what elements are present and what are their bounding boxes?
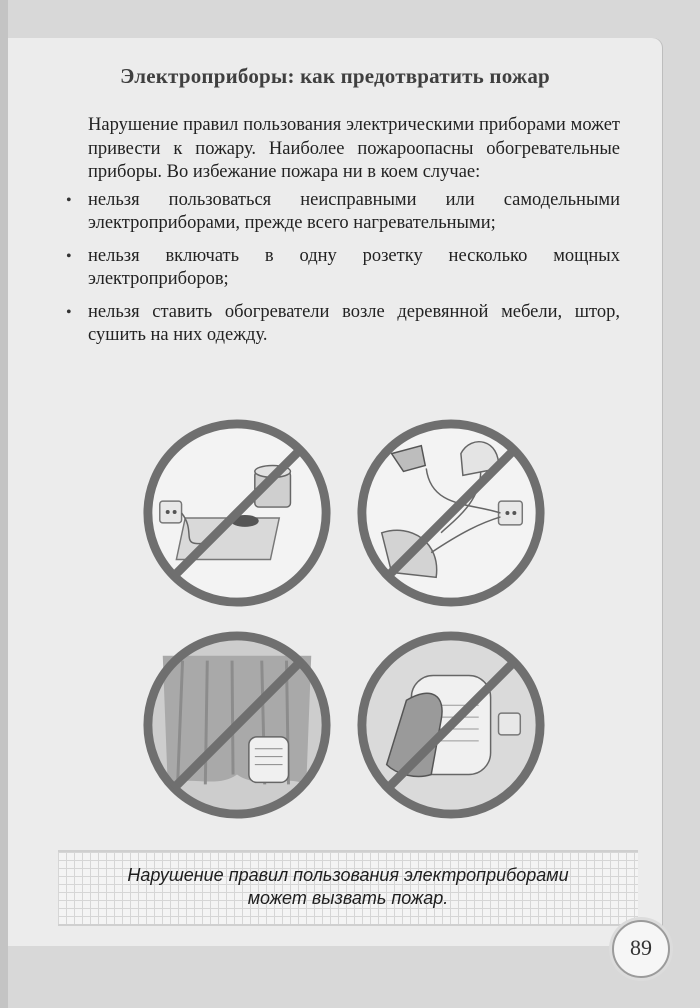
caption [58, 864, 638, 910]
list-item [66, 189, 620, 236]
list-item [66, 245, 620, 292]
list-item-text: нельзя ставить обогреватели возле деревянной мебели, штор, сушить на них одежду. [88, 301, 620, 345]
list-item-text: нельзя включать в одну розетку несколько мощных электроприборов; [88, 245, 620, 289]
caption-line: может вызвать пожар. [247, 888, 449, 908]
bullet-icon: • [66, 247, 72, 265]
intro-paragraph: Нарушение правил пользования электрическими приборами может привести к пожару. Наиболее пожароопасны обогревательные приборы. Во избежание пожара ни в коем случае: [88, 115, 620, 182]
no-homemade-stove-icon [138, 414, 336, 612]
page-edge [0, 0, 8, 1008]
list-item [66, 301, 620, 348]
prohibition-illustrations [138, 414, 558, 834]
no-drying-clothes-on-heater-icon [352, 626, 550, 824]
no-overloaded-socket-icon [352, 414, 550, 612]
caption-line: Нарушение правил пользования электроприборами [127, 865, 569, 885]
textbook-page [8, 38, 662, 946]
list-item-text: нельзя пользоваться неисправными или самодельными электроприборами, прежде всего нагревательными; [88, 189, 620, 233]
rules-list [66, 189, 620, 348]
body-text [66, 114, 620, 357]
page-title: Электроприборы: как предотвратить пожар [120, 64, 550, 88]
bullet-icon: • [66, 303, 72, 321]
bullet-icon: • [66, 191, 72, 209]
caption-band [58, 850, 638, 926]
page-number: 89 [612, 920, 670, 978]
no-heater-near-curtains-icon [138, 626, 336, 824]
